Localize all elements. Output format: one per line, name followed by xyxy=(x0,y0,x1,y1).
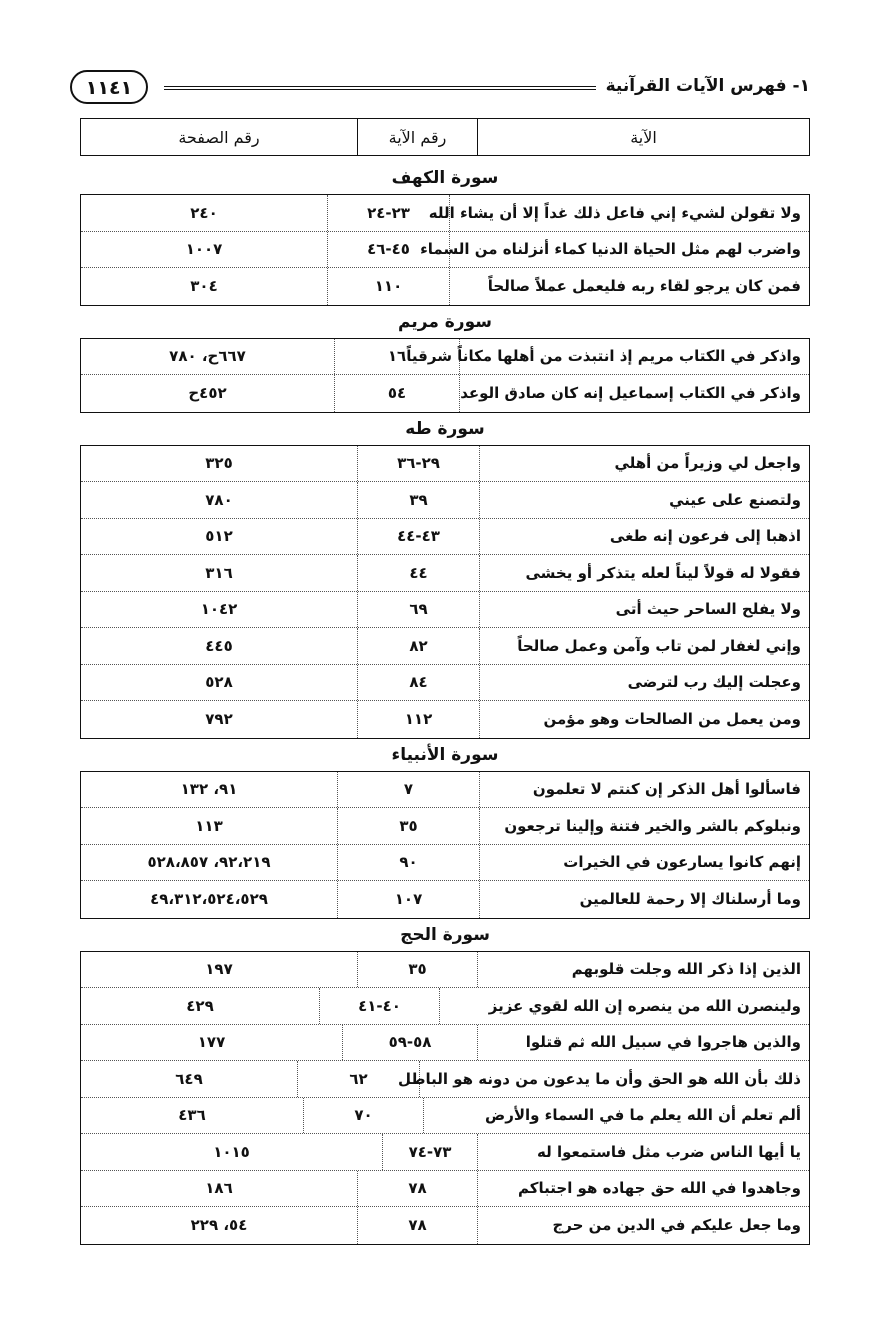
index-row xyxy=(81,952,809,989)
index-row xyxy=(81,881,809,918)
ayah-text: ولتصنع على عيني xyxy=(479,482,809,518)
surah-sections xyxy=(80,162,810,1245)
index-row xyxy=(81,375,809,412)
index-row xyxy=(81,1207,809,1244)
ayah-text: ذلك بأن الله هو الحق وأن ما يدعون من دونه هو الباطل xyxy=(419,1061,809,1097)
ayah-text: وما جعل عليكم في الدين من حرج xyxy=(477,1207,809,1244)
ayah-number: ٢٩-٣٦ xyxy=(357,446,479,482)
ayah-text: واذكر في الكتاب إسماعيل إنه كان صادق الوعد xyxy=(459,375,809,412)
index-row xyxy=(81,339,809,376)
surah-table xyxy=(80,445,810,739)
ayah-text: ولا تقولن لشيء إني فاعل ذلك غداً إلا أن يشاء الله xyxy=(449,195,809,231)
surah-table xyxy=(80,771,810,919)
ayah-text: ولا يفلح الساحر حيث أتى xyxy=(479,592,809,628)
ayah-text: واجعل لي وزيراً من أهلي xyxy=(479,446,809,482)
page-reference: ٦٦٧ح، ٧٨٠ xyxy=(169,347,246,366)
ayah-text: واذكر في الكتاب مريم إذ انتبذت من أهلها مكاناً شرقياً xyxy=(459,339,809,375)
ayah-number: ٨٢ xyxy=(357,628,479,664)
page-reference: ٤٣٦ xyxy=(178,1106,206,1125)
ayah-text: فقولا له قولاً ليناً لعله يتذكر أو يخشى xyxy=(479,555,809,591)
page-reference: ١٧٧ xyxy=(197,1033,226,1052)
page-reference: ١١٣ xyxy=(195,816,223,835)
page-reference: ١٠٠٧ xyxy=(185,240,223,259)
running-head xyxy=(80,70,810,106)
page-reference: ٣٢٥ xyxy=(205,454,233,473)
ayah-number: ٧٨ xyxy=(357,1171,477,1207)
surah-table xyxy=(80,338,810,413)
ayah-number: ٧٣-٧٤ xyxy=(382,1134,477,1170)
surah-table xyxy=(80,194,810,306)
ayah-number: ٣٥ xyxy=(357,952,477,988)
ayah-number: ١١٢ xyxy=(357,701,479,738)
ayah-number: ٣٩ xyxy=(357,482,479,518)
index-row xyxy=(81,1098,809,1135)
ayah-number: ٢٣-٢٤ xyxy=(327,195,449,231)
page-reference: ٦٤٩ xyxy=(175,1069,203,1088)
page-reference: ٣١٦ xyxy=(205,563,233,582)
ayah-number: ٧ xyxy=(337,772,479,808)
surah-title: سورة الحج xyxy=(400,924,490,945)
page-reference: ٤٤٥ xyxy=(205,636,233,655)
page-reference: ٤٩،٣١٢،٥٢٤،٥٢٩ xyxy=(150,890,268,909)
ayah-text: وجاهدوا في الله حق جهاده هو اجتباكم xyxy=(477,1171,809,1207)
page-reference: ٥١٢ xyxy=(205,527,233,546)
index-row xyxy=(81,519,809,556)
ayah-number: ٦٢ xyxy=(297,1061,419,1097)
ayah-text: واضرب لهم مثل الحياة الدنيا كماء أنزلناه من السماء xyxy=(449,232,809,268)
ayah-number: ٤٥-٤٦ xyxy=(327,232,449,268)
index-row xyxy=(81,482,809,519)
page-reference: ١٨٦ xyxy=(205,1179,233,1198)
surah-table xyxy=(80,951,810,1245)
ayah-number: ٥٤ xyxy=(334,375,459,412)
surah-title: سورة مريم xyxy=(398,311,492,332)
index-row xyxy=(81,665,809,702)
index-row xyxy=(81,446,809,483)
index-row xyxy=(81,555,809,592)
index-row xyxy=(81,1025,809,1062)
ayah-number: ٩٠ xyxy=(337,845,479,881)
index-row xyxy=(81,232,809,269)
ayah-text: اذهبا إلى فرعون إنه طغى xyxy=(479,519,809,555)
index-row xyxy=(81,701,809,738)
index-row xyxy=(81,808,809,845)
header-rule xyxy=(164,86,596,90)
ayah-text: ولينصرن الله من ينصره إن الله لقوي عزيز xyxy=(439,988,809,1024)
column-ayah: الآية xyxy=(477,119,809,155)
page-reference: ٥٢٨ xyxy=(205,673,233,692)
ayah-text: ونبلوكم بالشر والخير فتنة وإلينا ترجعون xyxy=(479,808,809,844)
page-reference: ١٩٧ xyxy=(205,960,233,979)
column-header xyxy=(80,118,810,156)
page-reference: ٤٢٩ xyxy=(186,996,214,1015)
column-page-number: رقم الصفحة xyxy=(178,127,260,147)
surah-title: سورة الأنبياء xyxy=(391,744,499,765)
ayah-text: وما أرسلناك إلا رحمة للعالمين xyxy=(479,881,809,918)
ayah-text: ومن يعمل من الصالحات وهو مؤمن xyxy=(479,701,809,738)
index-row xyxy=(81,1061,809,1098)
ayah-number: ٥٨-٥٩ xyxy=(342,1025,477,1061)
ayah-text: ألم تعلم أن الله يعلم ما في السماء والأرض xyxy=(423,1098,809,1134)
ayah-number: ١٦ xyxy=(334,339,459,375)
ayah-number: ٧٨ xyxy=(357,1207,477,1244)
index-row xyxy=(81,1134,809,1171)
index-row xyxy=(81,988,809,1025)
ayah-text: الذين إذا ذكر الله وجلت قلوبهم xyxy=(477,952,809,988)
index-row xyxy=(81,268,809,305)
page-reference: ٤٥٢ح xyxy=(188,384,227,403)
page-reference: ١٠٤٢ xyxy=(200,600,238,619)
page-reference: ٩٢،٢١٩، ٥٢٨،٨٥٧ xyxy=(147,853,271,872)
ayah-number: ٤٤ xyxy=(357,555,479,591)
ayah-number: ١٠٧ xyxy=(337,881,479,918)
ayah-text: إنهم كانوا يسارعون في الخيرات xyxy=(479,845,809,881)
index-row xyxy=(81,772,809,809)
ayah-text: والذين هاجروا في سبيل الله ثم قتلوا xyxy=(477,1025,809,1061)
index-row xyxy=(81,1171,809,1208)
ayah-text: وإني لغفار لمن تاب وآمن وعمل صالحاً xyxy=(479,628,809,664)
page-reference: ٥٤، ٢٢٩ xyxy=(190,1216,248,1235)
ayah-number: ١١٠ xyxy=(327,268,449,305)
ayah-text: يا أيها الناس ضرب مثل فاستمعوا له xyxy=(477,1134,809,1170)
ayah-number: ٦٩ xyxy=(357,592,479,628)
index-row xyxy=(81,845,809,882)
surah-title: سورة طه xyxy=(405,418,485,439)
index-row xyxy=(81,628,809,665)
ayah-number: ٤٠-٤١ xyxy=(319,988,439,1024)
ayah-number: ٣٥ xyxy=(337,808,479,844)
ayah-text: فمن كان يرجو لقاء ربه فليعمل عملاً صالحاً xyxy=(449,268,809,305)
page-reference: ٧٨٠ xyxy=(205,490,233,509)
ayah-number: ٤٣-٤٤ xyxy=(357,519,479,555)
surah-title: سورة الكهف xyxy=(391,168,499,188)
page-reference: ١٠١٥ xyxy=(213,1142,250,1161)
page-reference: ٣٠٤ xyxy=(190,277,218,296)
column-ayah-number: رقم الآية xyxy=(357,119,477,155)
index-title: ١- فهرس الآيات القرآنية xyxy=(605,76,810,96)
index-row xyxy=(81,195,809,232)
page-number-badge: ١١٤١ xyxy=(70,70,148,104)
page-reference: ٩١، ١٣٢ xyxy=(180,780,238,799)
ayah-text: فاسألوا أهل الذكر إن كنتم لا تعلمون xyxy=(479,772,809,808)
ayah-number: ٧٠ xyxy=(303,1098,423,1134)
ayah-text: وعجلت إليك رب لترضى xyxy=(479,665,809,701)
ayah-number: ٨٤ xyxy=(357,665,479,701)
page-reference: ٢٤٠ xyxy=(190,203,218,222)
index-row xyxy=(81,592,809,629)
page-reference: ٧٩٢ xyxy=(205,710,233,729)
